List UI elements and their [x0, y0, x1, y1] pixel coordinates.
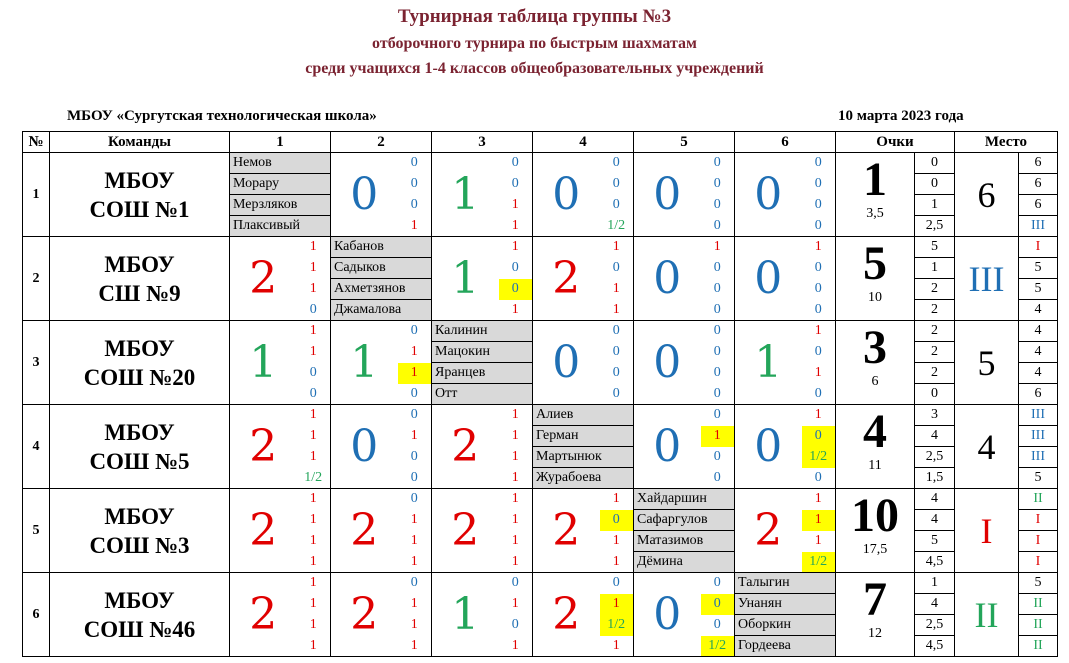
points-sub: 3,5: [866, 206, 884, 221]
match-score: 1: [432, 237, 499, 321]
board-result: 1: [499, 468, 533, 489]
team-name: [50, 237, 230, 321]
board-result: 1: [398, 216, 432, 237]
board-result: 1: [297, 636, 331, 657]
board-result: 0: [499, 174, 533, 195]
board-result: 0: [802, 300, 836, 321]
team-name-line-1: МБОУ: [104, 503, 175, 529]
table-row: [23, 153, 1058, 174]
header-col-1: 1: [230, 132, 331, 153]
header-place: Место: [955, 132, 1058, 153]
player-name: Немов: [230, 153, 331, 174]
board-result: 1: [398, 510, 432, 531]
player-name: Джамалова: [331, 300, 432, 321]
header-col-6: 6: [735, 132, 836, 153]
board-points: 2: [915, 300, 955, 321]
team-name: [50, 489, 230, 573]
board-place: 6: [1019, 195, 1058, 216]
board-result: 0: [802, 468, 836, 489]
board-place: II: [1019, 594, 1058, 615]
board-place: III: [1019, 216, 1058, 237]
match-score: 2: [331, 573, 398, 657]
points-main: 10: [851, 489, 899, 542]
board-result: 1: [802, 321, 836, 342]
board-result: 1: [600, 531, 634, 552]
title-line-1: Турнирная таблица группы №3: [397, 6, 672, 27]
tournament-table: [22, 131, 1058, 657]
board-result: 0: [701, 195, 735, 216]
board-result: 1: [297, 594, 331, 615]
board-points: 2,5: [915, 615, 955, 636]
board-result: 1: [499, 447, 533, 468]
board-place: I: [1019, 510, 1058, 531]
match-score: 2: [331, 489, 398, 573]
row-number: 1: [23, 153, 50, 237]
points-sub: 17,5: [862, 542, 888, 557]
player-name: Сафаргулов: [634, 510, 735, 531]
match-score: 2: [230, 573, 297, 657]
match-score: 1: [735, 321, 802, 405]
team-name-line-2: СОШ №46: [83, 616, 196, 642]
player-name: Мартынюк: [533, 447, 634, 468]
board-place: 6: [1019, 174, 1058, 195]
player-name: Мацокин: [432, 342, 533, 363]
board-points: 0: [915, 384, 955, 405]
board-result: 1: [600, 552, 634, 573]
board-result: 0: [600, 363, 634, 384]
board-place: I: [1019, 237, 1058, 258]
board-result: 1: [398, 426, 432, 447]
board-result: 0: [499, 573, 533, 594]
board-result: 1: [398, 531, 432, 552]
team-points: [836, 237, 915, 321]
board-result: 1: [297, 237, 331, 258]
points-sub: 6: [871, 374, 879, 389]
board-result: 0: [701, 300, 735, 321]
board-result: 0: [701, 594, 735, 615]
event-date: 10 марта 2023 года: [838, 108, 964, 124]
board-points: 5: [915, 237, 955, 258]
board-points: 0: [915, 153, 955, 174]
player-name: Талыгин: [735, 573, 836, 594]
board-result: 0: [701, 342, 735, 363]
board-points: 2,5: [915, 447, 955, 468]
board-result: 1: [802, 405, 836, 426]
board-result: 0: [802, 426, 836, 447]
match-score: 0: [634, 237, 701, 321]
board-result: 0: [802, 384, 836, 405]
board-result: 1: [499, 510, 533, 531]
board-result: 0: [398, 321, 432, 342]
team-place: 4: [955, 405, 1019, 489]
header-col-2: 2: [331, 132, 432, 153]
board-result: 1: [398, 615, 432, 636]
board-result: 0: [398, 174, 432, 195]
board-result: 0: [600, 384, 634, 405]
board-result: 1: [297, 258, 331, 279]
board-result: 1: [398, 594, 432, 615]
board-place: 4: [1019, 342, 1058, 363]
table-row: [23, 405, 1058, 426]
title-line-3: среди учащихся 1-4 классов общеобразовательных учреждений: [305, 60, 764, 77]
team-name-line-2: СОШ №3: [89, 532, 190, 558]
match-score: 0: [634, 405, 701, 489]
points-sub: 10: [868, 290, 882, 305]
points-main: 3: [863, 321, 887, 374]
match-score: 2: [432, 405, 499, 489]
board-result: 1: [600, 489, 634, 510]
header-col-5: 5: [634, 132, 735, 153]
board-place: 6: [1019, 153, 1058, 174]
points-sub: 12: [868, 626, 882, 641]
board-result: 0: [701, 573, 735, 594]
title-line-2: отборочного турнира по быстрым шахматам: [372, 35, 697, 52]
board-result: 0: [701, 468, 735, 489]
team-points: [836, 405, 915, 489]
match-score: 0: [735, 405, 802, 489]
team-name-line-2: СОШ №20: [83, 364, 196, 390]
board-result: 0: [600, 510, 634, 531]
team-name-line-2: СОШ №1: [89, 196, 190, 222]
board-result: 0: [701, 153, 735, 174]
team-place: II: [955, 573, 1019, 657]
player-name: Герман: [533, 426, 634, 447]
board-points: 5: [915, 531, 955, 552]
team-name-line-1: МБОУ: [104, 167, 175, 193]
match-score: 2: [533, 573, 600, 657]
player-name: Алиев: [533, 405, 634, 426]
board-points: 0: [915, 174, 955, 195]
board-result: 1: [398, 363, 432, 384]
player-name: Ахметзянов: [331, 279, 432, 300]
board-result: 0: [802, 153, 836, 174]
board-result: 1/2: [600, 615, 634, 636]
board-result: 0: [701, 363, 735, 384]
board-result: 1: [297, 321, 331, 342]
board-result: 0: [600, 321, 634, 342]
board-points: 4: [915, 594, 955, 615]
board-result: 0: [600, 258, 634, 279]
board-result: 1/2: [802, 447, 836, 468]
match-score: 1: [432, 573, 499, 657]
board-result: 0: [398, 447, 432, 468]
board-place: III: [1019, 405, 1058, 426]
board-points: 4,5: [915, 636, 955, 657]
board-place: 6: [1019, 384, 1058, 405]
board-place: II: [1019, 615, 1058, 636]
board-result: 1: [297, 342, 331, 363]
board-result: 1: [297, 615, 331, 636]
player-name: Гордеева: [735, 636, 836, 657]
board-place: 4: [1019, 363, 1058, 384]
board-place: 4: [1019, 321, 1058, 342]
board-points: 2: [915, 279, 955, 300]
board-result: 0: [701, 174, 735, 195]
board-result: 1: [398, 636, 432, 657]
match-score: 2: [230, 489, 297, 573]
board-result: 0: [701, 321, 735, 342]
team-name-line-2: СШ №9: [98, 280, 181, 306]
match-score: 0: [533, 321, 600, 405]
match-score: 0: [331, 405, 398, 489]
board-result: 1: [499, 195, 533, 216]
player-name: Хайдаршин: [634, 489, 735, 510]
board-result: 1: [701, 237, 735, 258]
points-main: 4: [863, 405, 887, 458]
player-name: Яранцев: [432, 363, 533, 384]
row-number: 3: [23, 321, 50, 405]
board-result: 1: [297, 405, 331, 426]
board-result: 0: [701, 405, 735, 426]
team-name: [50, 405, 230, 489]
board-result: 1: [600, 636, 634, 657]
board-result: 0: [398, 573, 432, 594]
board-result: 0: [398, 384, 432, 405]
board-result: 1: [802, 237, 836, 258]
board-result: 1: [297, 531, 331, 552]
points-sub: 11: [868, 458, 882, 473]
board-result: 0: [499, 279, 533, 300]
player-name: Оборкин: [735, 615, 836, 636]
board-result: 1: [297, 447, 331, 468]
board-result: 0: [398, 468, 432, 489]
board-result: 1: [297, 489, 331, 510]
board-points: 4: [915, 426, 955, 447]
board-result: 0: [499, 153, 533, 174]
header-num: №: [23, 132, 50, 153]
board-result: 0: [398, 195, 432, 216]
board-result: 0: [802, 258, 836, 279]
board-place: 4: [1019, 300, 1058, 321]
board-result: 1: [600, 594, 634, 615]
team-points: [836, 573, 915, 657]
board-result: 0: [600, 174, 634, 195]
board-result: 0: [297, 300, 331, 321]
team-name-line-2: СОШ №5: [89, 448, 190, 474]
header-teams: Команды: [50, 132, 230, 153]
player-name: Морару: [230, 174, 331, 195]
board-place: I: [1019, 531, 1058, 552]
board-place: II: [1019, 489, 1058, 510]
board-result: 1/2: [802, 552, 836, 573]
team-points: [836, 321, 915, 405]
board-result: 1: [398, 342, 432, 363]
player-name: Кабанов: [331, 237, 432, 258]
board-result: 1/2: [701, 636, 735, 657]
match-score: 0: [634, 573, 701, 657]
board-place: II: [1019, 636, 1058, 657]
match-score: 0: [331, 153, 398, 237]
match-score: 2: [735, 489, 802, 573]
board-result: 1: [600, 237, 634, 258]
match-score: 1: [331, 321, 398, 405]
board-points: 2: [915, 363, 955, 384]
table-row: [23, 237, 1058, 258]
header-points: Очки: [836, 132, 955, 153]
player-name: Мерзляков: [230, 195, 331, 216]
board-result: 1: [499, 300, 533, 321]
match-score: 2: [533, 237, 600, 321]
board-points: 1: [915, 258, 955, 279]
board-result: 1: [297, 510, 331, 531]
player-name: Калинин: [432, 321, 533, 342]
team-name-line-1: МБОУ: [104, 251, 175, 277]
board-result: 0: [499, 615, 533, 636]
board-result: 1: [398, 552, 432, 573]
board-result: 0: [600, 195, 634, 216]
board-result: 1: [802, 510, 836, 531]
board-points: 2,5: [915, 216, 955, 237]
match-score: 2: [533, 489, 600, 573]
board-points: 4: [915, 489, 955, 510]
team-place: 5: [955, 321, 1019, 405]
player-name: Матазимов: [634, 531, 735, 552]
board-result: 0: [701, 216, 735, 237]
match-score: 0: [533, 153, 600, 237]
board-result: 1: [499, 426, 533, 447]
board-result: 1: [499, 531, 533, 552]
match-score: 1: [230, 321, 297, 405]
board-place: 5: [1019, 258, 1058, 279]
board-points: 2: [915, 342, 955, 363]
board-result: 0: [802, 279, 836, 300]
board-place: III: [1019, 447, 1058, 468]
board-result: 0: [600, 573, 634, 594]
points-main: 7: [863, 573, 887, 626]
school-name: МБОУ «Сургутская технологическая школа»: [67, 108, 377, 124]
points-main: 1: [863, 153, 887, 206]
team-name: [50, 153, 230, 237]
board-points: 1: [915, 573, 955, 594]
board-result: 0: [297, 363, 331, 384]
board-result: 1: [802, 531, 836, 552]
match-score: 2: [230, 405, 297, 489]
header-col-4: 4: [533, 132, 634, 153]
board-result: 1: [802, 489, 836, 510]
player-name: Садыков: [331, 258, 432, 279]
team-place: I: [955, 489, 1019, 573]
board-place: III: [1019, 426, 1058, 447]
board-points: 1: [915, 195, 955, 216]
team-name: [50, 573, 230, 657]
board-place: 5: [1019, 468, 1058, 489]
board-result: 0: [701, 615, 735, 636]
board-result: 0: [499, 258, 533, 279]
board-result: 1: [297, 573, 331, 594]
table-row: [23, 489, 1058, 510]
board-result: 0: [802, 195, 836, 216]
board-result: 0: [701, 447, 735, 468]
board-result: 0: [398, 405, 432, 426]
board-result: 0: [398, 489, 432, 510]
player-name: Дёмина: [634, 552, 735, 573]
board-result: 1/2: [297, 468, 331, 489]
row-number: 6: [23, 573, 50, 657]
board-points: 1,5: [915, 468, 955, 489]
header-col-3: 3: [432, 132, 533, 153]
board-result: 1: [499, 636, 533, 657]
board-result: 0: [701, 279, 735, 300]
table-header-row: [23, 132, 1058, 153]
team-place: III: [955, 237, 1019, 321]
board-result: 1: [499, 594, 533, 615]
team-name-line-1: МБОУ: [104, 419, 175, 445]
board-result: 0: [600, 153, 634, 174]
row-number: 2: [23, 237, 50, 321]
points-main: 5: [863, 237, 887, 290]
match-score: 1: [432, 153, 499, 237]
board-place: 5: [1019, 279, 1058, 300]
board-result: 1: [802, 363, 836, 384]
team-name-line-1: МБОУ: [104, 335, 175, 361]
board-result: 1: [297, 552, 331, 573]
match-score: 2: [432, 489, 499, 573]
board-result: 1: [499, 216, 533, 237]
board-result: 0: [802, 342, 836, 363]
board-result: 0: [398, 153, 432, 174]
team-place: 6: [955, 153, 1019, 237]
team-points: [836, 489, 915, 573]
board-result: 1: [297, 426, 331, 447]
table-row: [23, 573, 1058, 594]
board-points: 4,5: [915, 552, 955, 573]
board-result: 1: [499, 489, 533, 510]
row-number: 5: [23, 489, 50, 573]
board-place: I: [1019, 552, 1058, 573]
board-result: 1: [499, 237, 533, 258]
team-name-line-1: МБОУ: [104, 587, 175, 613]
team-name: [50, 321, 230, 405]
board-result: 0: [600, 342, 634, 363]
board-result: 0: [297, 384, 331, 405]
match-score: 2: [230, 237, 297, 321]
board-result: 0: [701, 384, 735, 405]
player-name: Унанян: [735, 594, 836, 615]
board-result: 0: [701, 258, 735, 279]
player-name: Плаксивый: [230, 216, 331, 237]
match-score: 0: [735, 153, 802, 237]
board-result: 1/2: [600, 216, 634, 237]
player-name: Журабоева: [533, 468, 634, 489]
board-result: 1: [600, 300, 634, 321]
board-result: 0: [802, 216, 836, 237]
board-result: 1: [499, 552, 533, 573]
player-name: Отт: [432, 384, 533, 405]
board-result: 1: [600, 279, 634, 300]
board-place: 5: [1019, 573, 1058, 594]
board-result: 1: [499, 405, 533, 426]
board-result: 1: [701, 426, 735, 447]
row-number: 4: [23, 405, 50, 489]
table-row: [23, 321, 1058, 342]
board-result: 0: [802, 174, 836, 195]
board-points: 4: [915, 510, 955, 531]
board-points: 2: [915, 321, 955, 342]
board-points: 3: [915, 405, 955, 426]
board-result: 1: [297, 279, 331, 300]
match-score: 0: [735, 237, 802, 321]
team-points: [836, 153, 915, 237]
match-score: 0: [634, 153, 701, 237]
match-score: 0: [634, 321, 701, 405]
